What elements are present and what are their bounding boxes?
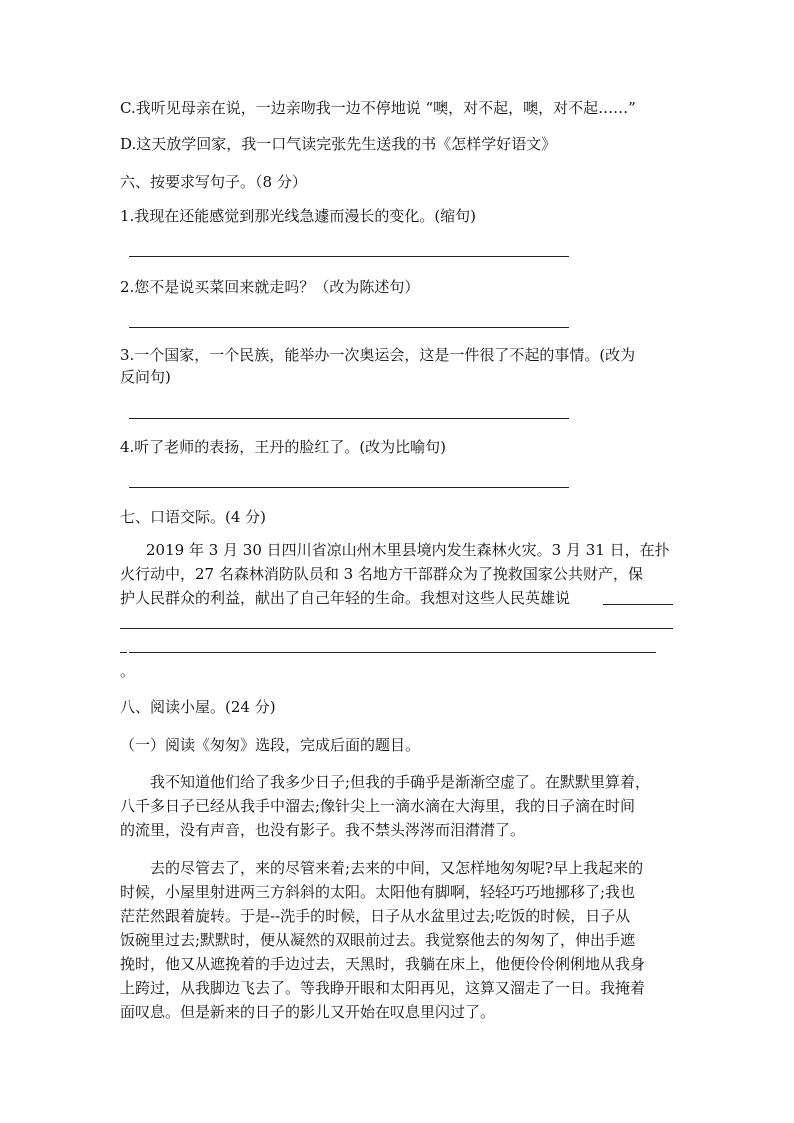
answer-line-2[interactable]: [129, 327, 569, 328]
question-4: 4.听了老师的表扬，王丹的脸红了。(改为比喻句): [120, 438, 447, 456]
paragraph-1-line: 我不知道他们给了我多少日子;但我的手确乎是渐渐空虚了。在默默里算着，: [150, 773, 651, 791]
section-7-line-1: 2019 年 3 月 30 日四川省凉山州木里县境内发生森林火灾。3 月 31 日，在扑: [146, 541, 670, 559]
inline-answer-blank[interactable]: [603, 604, 673, 605]
paragraph-2-line: 去的尽管去了，来的尽管来着;去来的中间，又怎样地匆匆呢?早上我起来的: [150, 859, 644, 877]
section-7-title: 七、口语交际。(4 分): [120, 508, 267, 526]
paragraph-2-line: 面叹息。但是新来的日子的影儿又开始在叹息里闪过了。: [120, 1003, 496, 1021]
paragraph-2-line: 挽时，他又从遮挽着的手边过去，天黑时，我躺在床上，他便伶伶俐俐地从我身: [120, 955, 646, 973]
paragraph-2-line: 茫茫然跟着旋转。于是--洗手的时候，日子从水盆里过去;吃饭的时候，日子从: [120, 907, 631, 925]
section-6-title: 六、按要求写句子。（8 分）: [120, 173, 307, 191]
answer-line-4[interactable]: [129, 487, 569, 488]
reading-paragraph-1: [120, 770, 676, 842]
question-3-line-1: 3.一个国家，一个民族，能举办一次奥运会，这是一件很了不起的事情。(改为: [120, 346, 636, 364]
answer-line-6-lead[interactable]: [120, 652, 127, 653]
answer-line-3[interactable]: [129, 418, 569, 419]
paragraph-1-line: 八千多日子已经从我手中溜去;像针尖上一滴水滴在大海里，我的日子滴在时间: [120, 797, 636, 815]
paragraph-2-line: 时候，小屋里射进两三方斜斜的太阳。太阳他有脚啊，轻轻巧巧地挪移了;我也: [120, 883, 636, 901]
paragraph-2-line: 上跨过，从我脚边飞去了。等我睁开眼和太阳再见，这算又溜走了一日。我掩着: [120, 979, 646, 997]
answer-line-5[interactable]: [120, 628, 673, 629]
option-c: C.我听见母亲在说，一边亲吻我一边不停地说 “噢，对不起，噢，对不起……”: [120, 99, 636, 117]
section-7-line-3: 护人民群众的利益，献出了自己年轻的生命。我想对这些人民英雄说: [120, 589, 571, 607]
paragraph-1-line: 的流里，没有声音，也没有影子。我不禁头涔涔而泪潸潸了。: [120, 821, 526, 839]
reading-paragraph-2: [120, 856, 676, 1024]
option-d: D.这天放学回家，我一口气读完张先生送我的书《怎样学好语文》: [120, 135, 557, 153]
section-7-line-2: 火行动中，27 名森林消防队员和 3 名地方干部群众为了挽救国家公共财产，保: [120, 565, 643, 583]
question-2: 2.您不是说买菜回来就走吗？（改为陈述句）: [120, 278, 420, 296]
section-7-end-mark: 。: [120, 662, 136, 680]
question-3-line-2: 反问句): [120, 368, 171, 386]
question-1: 1.我现在还能感觉到那光线急遽而漫长的变化。(缩句): [120, 207, 477, 225]
section-8-title: 八、阅读小屋。(24 分): [120, 698, 276, 716]
reading-subtitle: （一）阅读《匆匆》选段，完成后面的题目。: [120, 736, 421, 754]
answer-line-6[interactable]: [129, 652, 656, 653]
answer-line-1[interactable]: [129, 256, 569, 257]
paragraph-2-line: 饭碗里过去;默默时，便从凝然的双眼前过去。我觉察他去的匆匆了，伸出手遮: [120, 931, 636, 949]
